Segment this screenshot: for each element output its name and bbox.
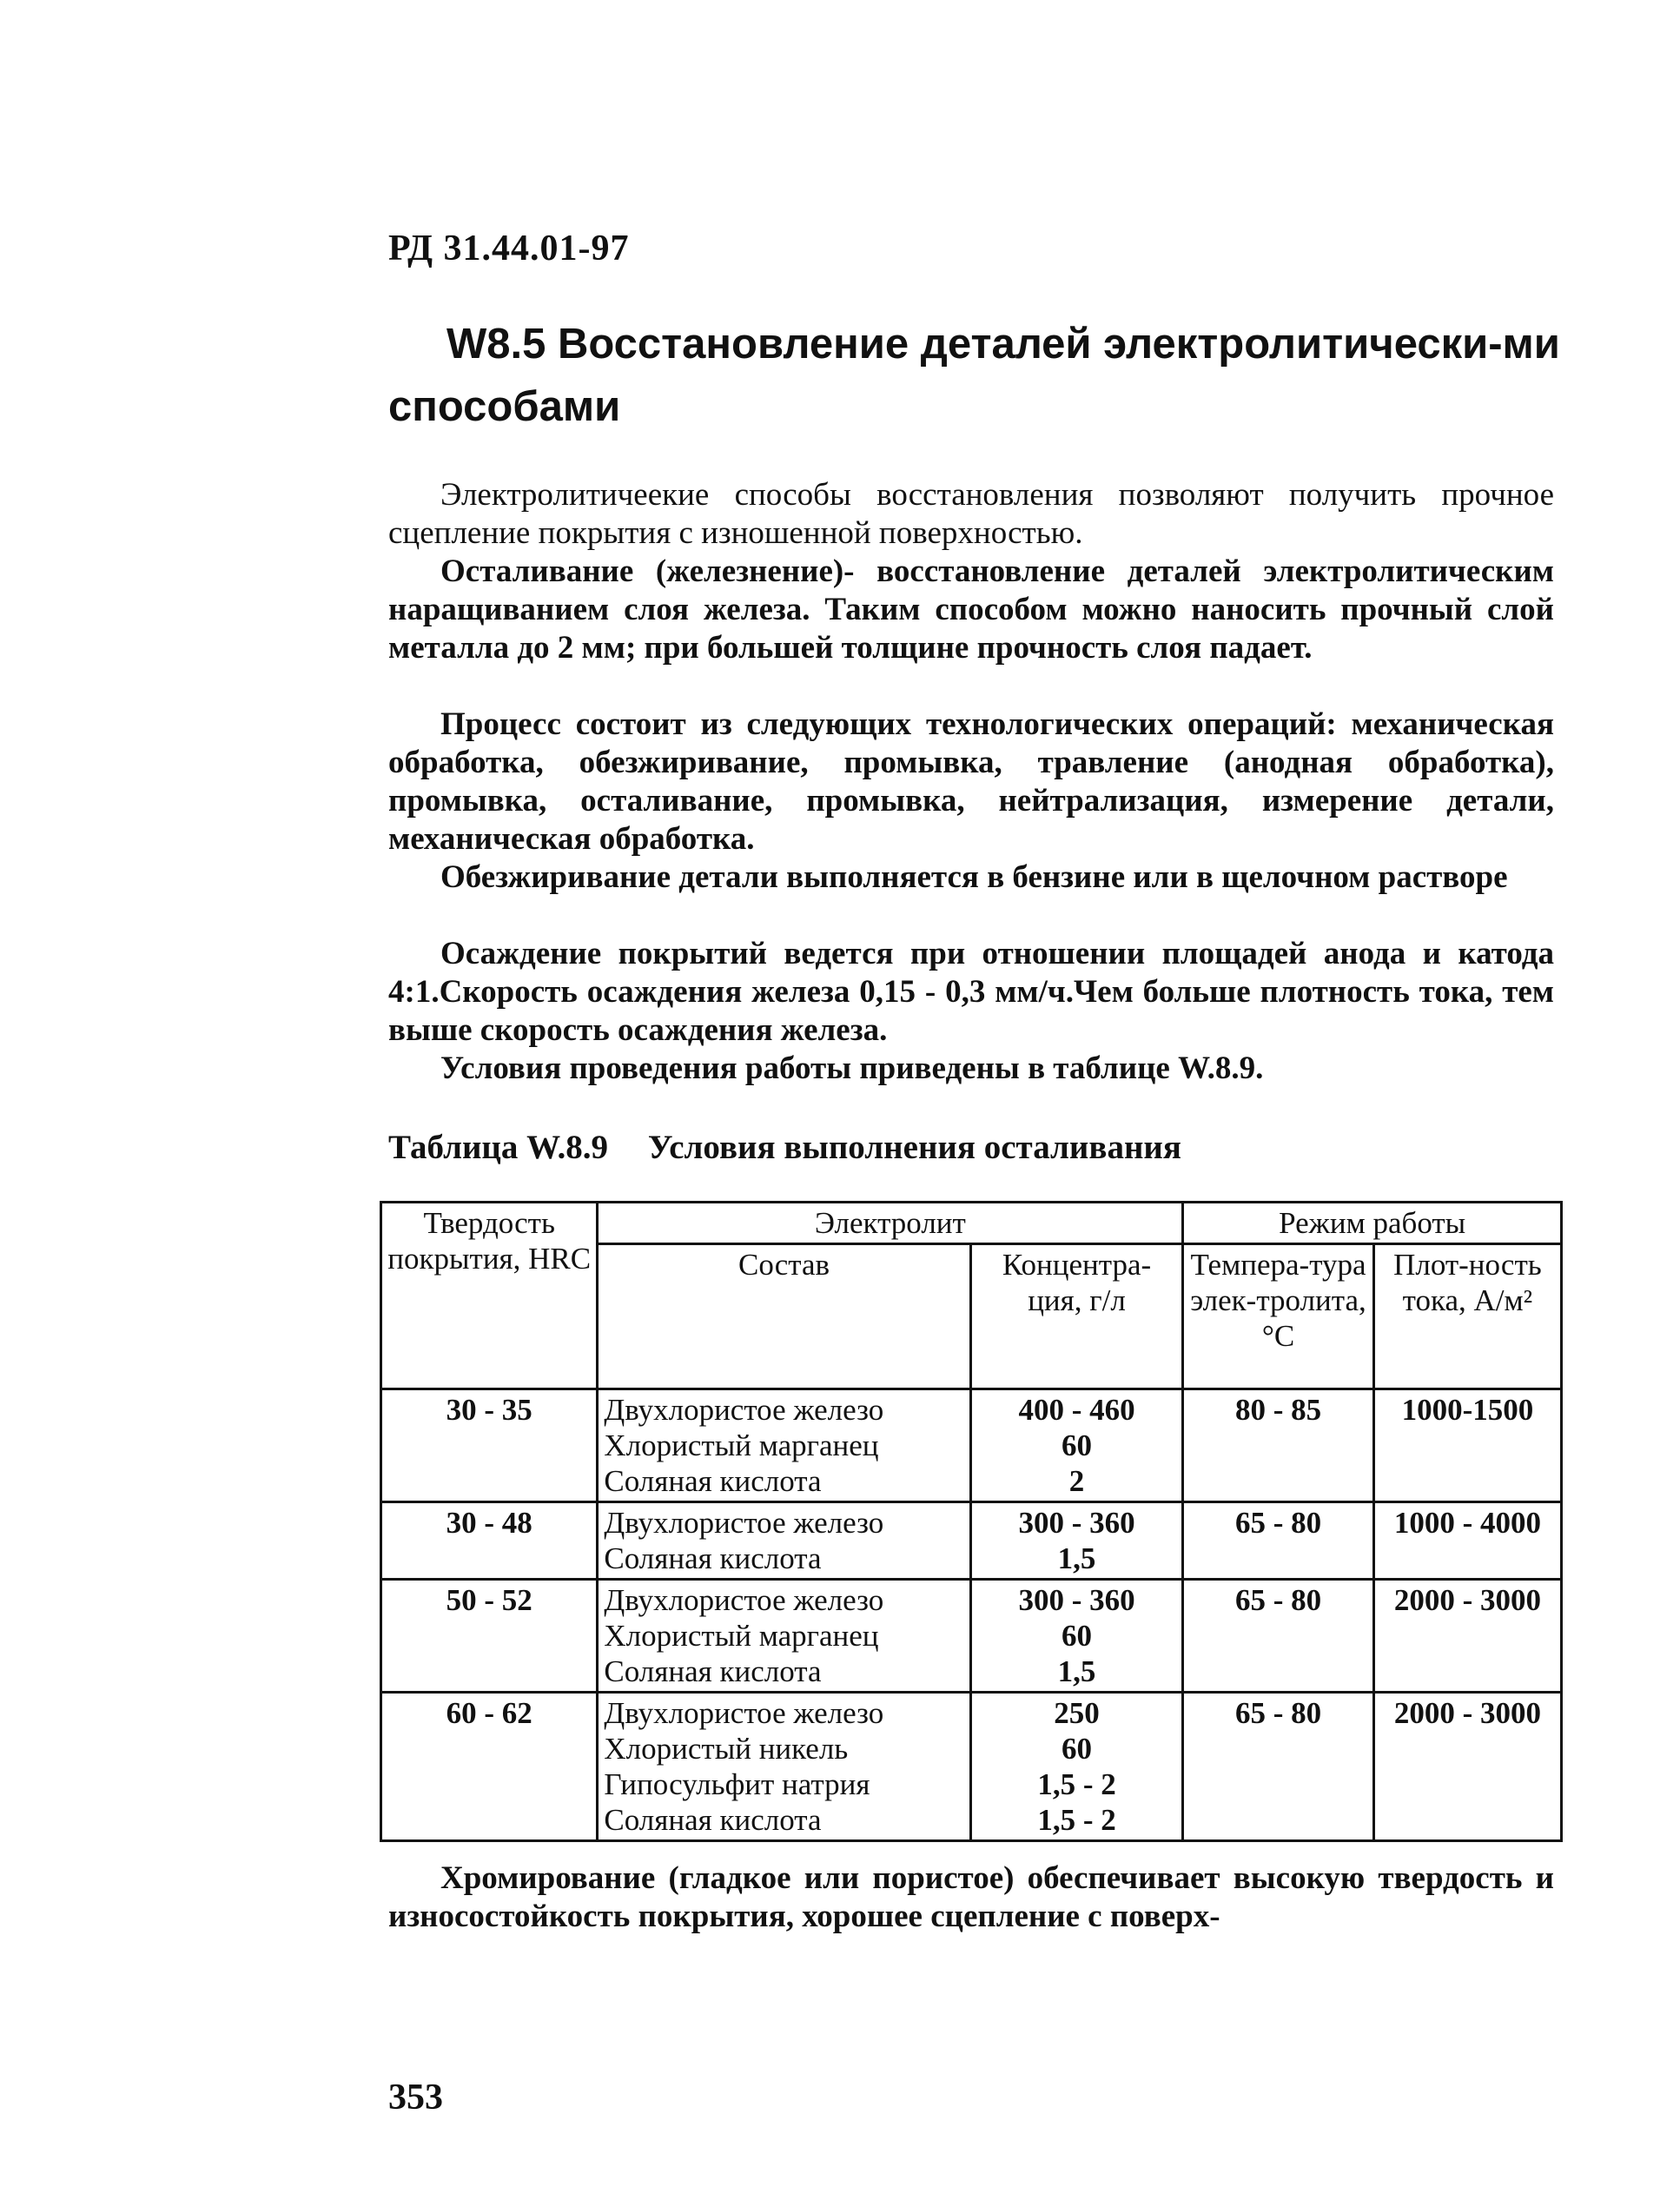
concentration-item: 400 - 460	[1018, 1393, 1135, 1427]
cell-hardness: 50 - 52	[381, 1580, 598, 1693]
composition-item: Хлористый марганец	[604, 1428, 879, 1462]
concentration-item: 300 - 360	[1018, 1506, 1135, 1540]
cell-current-density: 1000-1500	[1373, 1389, 1561, 1502]
concentration-item: 250	[1054, 1696, 1100, 1730]
paragraph-steeling: Осталивание (железнение)- восстановление деталей электролитическим наращиванием слоя железа. Таким способом можно наносить прочный слой металла до 2 мм; при большей толщине прочность слоя падает.	[388, 553, 1554, 666]
table-header-row	[381, 1203, 1562, 1244]
table-row	[381, 1389, 1562, 1502]
cell-concentration	[970, 1580, 1183, 1693]
composition-item: Соляная кислота	[604, 1464, 822, 1498]
composition-item: Хлористый марганец	[604, 1619, 879, 1653]
cell-current-density: 1000 - 4000	[1373, 1502, 1561, 1580]
cell-temperature: 65 - 80	[1183, 1693, 1374, 1841]
cell-hardness: 60 - 62	[381, 1693, 598, 1841]
composition-item: Двухлористое железо	[604, 1583, 884, 1617]
table-row	[381, 1502, 1562, 1580]
composition-item: Двухлористое железо	[604, 1696, 884, 1730]
composition-item: Двухлористое железо	[604, 1506, 884, 1540]
cell-composition	[598, 1580, 970, 1693]
steeling-conditions-table	[380, 1201, 1563, 1842]
cell-concentration	[970, 1389, 1183, 1502]
composition-item: Соляная кислота	[604, 1541, 822, 1575]
concentration-item: 1,5 - 2	[1037, 1767, 1116, 1801]
composition-item: Хлористый никель	[604, 1732, 849, 1766]
concentration-item: 60	[1062, 1619, 1093, 1653]
concentration-item: 300 - 360	[1018, 1583, 1135, 1617]
cell-composition	[598, 1693, 970, 1841]
section-heading	[388, 313, 1570, 438]
section-title: Восстановление деталей электролитически-ми способами	[388, 321, 1560, 430]
cell-concentration	[970, 1693, 1183, 1841]
cell-temperature: 65 - 80	[1183, 1580, 1374, 1693]
paragraph-table-reference: Условия проведения работы приведены в таблице W.8.9.	[440, 1051, 1264, 1086]
header-temperature: Темпера-тура элек-тролита, °С	[1183, 1244, 1374, 1389]
composition-item: Гипосульфит натрия	[604, 1767, 870, 1801]
table-caption	[388, 1128, 1181, 1167]
concentration-item: 1,5	[1057, 1541, 1096, 1575]
paragraph-intro: Электролитичеекие способы восстановления позволяют получить прочное сцепление покрытия с изношенной поверхностью.	[388, 477, 1554, 551]
composition-item: Двухлористое железо	[604, 1393, 884, 1427]
cell-composition	[598, 1502, 970, 1580]
table-row	[381, 1580, 1562, 1693]
paragraph-deposition: Осаждение покрытий ведется при отношении площадей анода и катода 4:1.Скорость осаждения железа 0,15 - 0,3 мм/ч.Чем больше плотность тока, тем выше скорость осаждения железа.	[388, 936, 1554, 1048]
concentration-item: 60	[1062, 1732, 1093, 1766]
cell-hardness: 30 - 35	[381, 1389, 598, 1502]
header-current-density: Плот-ность тока, А/м²	[1373, 1244, 1561, 1389]
header-electrolyte: Электролит	[598, 1203, 1183, 1244]
header-hardness: Твердость покрытия, HRC	[381, 1203, 598, 1389]
cell-composition	[598, 1389, 970, 1502]
cell-temperature: 80 - 85	[1183, 1389, 1374, 1502]
header-composition: Состав	[598, 1244, 970, 1389]
table-row	[381, 1693, 1562, 1841]
paragraph-degreasing: Обезжиривание детали выполняется в бензине или в щелочном растворе	[440, 859, 1508, 895]
cell-concentration	[970, 1502, 1183, 1580]
cell-temperature: 65 - 80	[1183, 1502, 1374, 1580]
composition-item: Соляная кислота	[604, 1654, 822, 1688]
concentration-item: 1,5 - 2	[1037, 1803, 1116, 1837]
cell-current-density: 2000 - 3000	[1373, 1693, 1561, 1841]
paragraph-chrome-plating: Хромирование (гладкое или пористое) обеспечивает высокую твердость и износостойкость покрытия, хорошее сцепление с поверх-	[388, 1860, 1554, 1934]
section-number: W8.5	[446, 321, 546, 368]
header-concentration: Концентра-ция, г/л	[970, 1244, 1183, 1389]
table-caption-label: Таблица W.8.9	[388, 1129, 609, 1166]
page-number: 353	[388, 2078, 443, 2118]
cell-hardness: 30 - 48	[381, 1502, 598, 1580]
concentration-item: 2	[1068, 1464, 1085, 1498]
cell-current-density: 2000 - 3000	[1373, 1580, 1561, 1693]
header-mode: Режим работы	[1183, 1203, 1562, 1244]
document-code: РД 31.44.01-97	[388, 229, 630, 268]
concentration-item: 60	[1062, 1428, 1093, 1462]
table-caption-title: Условия выполнения осталивания	[647, 1129, 1181, 1166]
paragraph-process: Процесс состоит из следующих технологических операций: механическая обработка, обезжиривание, промывка, травление (анодная обработка), промывка, осталивание, промывка, нейтрализация, измерение детали, механическая обработка.	[388, 706, 1554, 857]
concentration-item: 1,5	[1057, 1654, 1096, 1688]
composition-item: Соляная кислота	[604, 1803, 822, 1837]
